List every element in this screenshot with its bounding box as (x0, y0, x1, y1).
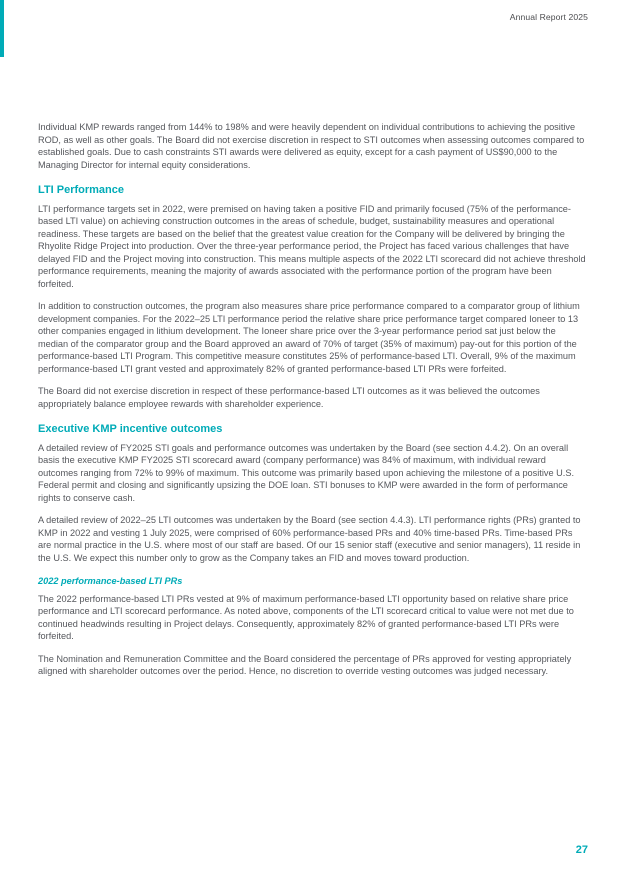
page-content (38, 121, 588, 688)
paragraph-kmp-sti-review: A detailed review of FY2025 STI goals and performance outcomes was undertaken by the Board (see section 4.4.2). On an overall basis the executive KMP FY2025 STI scorecard award (company performance) was 84% of maximum, with individual reward outcomes ranging from 72% to 99% of maximum. This outcome was primarily based upon achieving the milestone of a positive U.S. Federal permit and closing and significantly upsizing the DOE loan. STI bonuses to KMP were awarded in the form of performance rights to conserve cash. (38, 442, 575, 503)
paragraph-kmp-lti-review: A detailed review of 2022–25 LTI outcomes was undertaken by the Board (see section 4.4.3). LTI performance rights (PRs) granted to KMP in 2022 and vesting 1 July 2025, were comprised of 60% performance-based PRs and 40% time-based PRs. Time-based PRs are normal practice in the U.S. where most of our staff are based. Of our 15 senior staff (executive and senior managers), 11 reside in the U.S. We expect this number only to grow as the Company takes an FID and moves toward production. (38, 515, 581, 563)
paragraph-lti-targets: LTI performance targets set in 2022, were premised on having taken a positive FID and primarily focused (75% of the performance-based LTI value) on achieving construction outcomes in the areas of schedule, budget, sustainability measures and operational readiness. These targets are based on the belief that the greatest value creation for the Company will be delivered by bringing the Rhyolite Ridge Project into production. Over the three-year performance period, the Project has faced various challenges that have delayed FID and the Project moving into construction. This means multiple aspects of the 2022 LTI scorecard did not achieve threshold performance requirements, meaning the majority of awards associated with the performance portion of the program have been forfeited. (38, 203, 586, 289)
section-heading-lti-performance: LTI Performance (38, 184, 124, 196)
accent-bar (0, 0, 4, 57)
section-heading-executive-kmp: Executive KMP incentive outcomes (38, 423, 223, 435)
paragraph-lti-share-price: In addition to construction outcomes, the program also measures share price performance compared to a comparator group of lithium development companies. For the 2022–25 LTI performance period the relative share price performance target compared Ioneer to 13 other companies engaged in lithium development. The Ioneer share price over the 3-year performance period sat just below the median of the comparator group and the Board approved an award of 70% of target (35% of maximum) pay-out for this portion of the performance-based LTI Program. This competitive measure constitutes 25% of performance-based LTI. Overall, 9% of the maximum performance-based LTI grant vested and approximately 82% of granted performance-based LTI PRs were forfeited. (38, 301, 580, 374)
paragraph-2022-prs-vesting: The 2022 performance-based LTI PRs vested at 9% of maximum performance-based LTI opportunity based on relative share price performance and LTI scorecard performance. As noted above, components of the LTI scorecard critical to value were not met due to continued headwinds resulting in Project delays. Consequently, approximately 82% of granted performance-based LTI PRs were forfeited. (38, 593, 574, 641)
sub-heading-2022-lti-prs: 2022 performance-based LTI PRs (38, 576, 183, 586)
intro-paragraph: Individual KMP rewards ranged from 144% to 198% and were heavily dependent on individual contributions to achieving the positive ROD, as well as other goals. The Board did not exercise discretion in respect to STI outcomes when assessing outcomes compared to established goals. Due to cash constraints STI awards were delivered as equity, except for a cash payment of US$90,000 to the Managing Director for internal equity considerations. (38, 122, 585, 170)
paragraph-lti-board-discretion: The Board did not exercise discretion in respect of these performance-based LTI outcomes as it was believed the outcomes appropriately balance employee rewards with shareholder experience. (38, 386, 540, 409)
paragraph-committee-conclusion: The Nomination and Remuneration Committee and the Board considered the percentage of PRs approved for vesting appropriately aligned with shareholder outcomes over the period. Hence, no discretion to override vesting outcomes was judged necessary. (38, 653, 572, 676)
page-number: 27 (575, 844, 588, 856)
report-title: Annual Report 2025 (509, 12, 588, 22)
